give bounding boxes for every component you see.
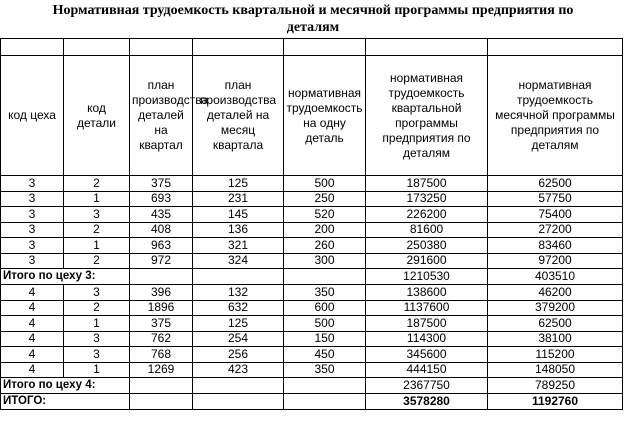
header-row xyxy=(1,56,623,176)
grand-total-row-month: 1192760 xyxy=(488,394,623,410)
table-cell: 3 xyxy=(1,222,64,238)
table-cell: 435 xyxy=(130,207,193,223)
header-month-plan: план производства деталей на месяц квартала xyxy=(193,56,284,176)
table-cell: 693 xyxy=(130,191,193,207)
table-row xyxy=(1,362,623,378)
table-cell: 57750 xyxy=(488,191,623,207)
table-cell: 231 xyxy=(193,191,284,207)
table-cell: 321 xyxy=(193,238,284,254)
header-unit-labor: нормативная трудоемкость на одну деталь xyxy=(284,56,366,176)
table-row xyxy=(1,316,623,332)
table-cell: 38100 xyxy=(488,331,623,347)
workshop-3-total-row xyxy=(1,269,623,285)
header-part-code: код детали xyxy=(64,56,130,176)
table-cell: 125 xyxy=(193,316,284,332)
table-cell: 408 xyxy=(130,222,193,238)
table-cell: 2 xyxy=(64,300,130,316)
table-cell: 3 xyxy=(1,253,64,269)
grand-total-row-label: ИТОГО: xyxy=(1,394,130,410)
table-cell: 150 xyxy=(284,331,366,347)
table-row xyxy=(1,285,623,301)
table-row xyxy=(1,300,623,316)
table-cell: 1269 xyxy=(130,362,193,378)
table-cell: 138600 xyxy=(366,285,488,301)
table-cell: 62500 xyxy=(488,316,623,332)
table-cell: 2 xyxy=(64,222,130,238)
table-cell: 3 xyxy=(64,331,130,347)
labor-intensity-table xyxy=(0,38,623,410)
table-cell: 136 xyxy=(193,222,284,238)
header-quarter-plan: план производства деталей на квартал xyxy=(130,56,193,176)
header-month-labor: нормативная трудоемкость месячной программы предприятия по деталям xyxy=(488,56,623,176)
table-cell: 4 xyxy=(1,285,64,301)
table-cell: 187500 xyxy=(366,316,488,332)
table-cell: 3 xyxy=(64,347,130,363)
table-cell: 3 xyxy=(1,238,64,254)
table-cell: 145 xyxy=(193,207,284,223)
table-cell: 62500 xyxy=(488,176,623,192)
table-cell: 379200 xyxy=(488,300,623,316)
table-cell: 3 xyxy=(1,207,64,223)
table-cell: 254 xyxy=(193,331,284,347)
table-cell: 396 xyxy=(130,285,193,301)
table-cell: 291600 xyxy=(366,253,488,269)
table-cell: 4 xyxy=(1,316,64,332)
table-cell: 125 xyxy=(193,176,284,192)
title-line-1: Нормативная трудоемкость квартальной и месячной программы предприятия по xyxy=(52,3,574,18)
table-cell: 260 xyxy=(284,238,366,254)
table-cell: 972 xyxy=(130,253,193,269)
title-line-2: деталям xyxy=(286,20,340,35)
table-cell: 97200 xyxy=(488,253,623,269)
grand-total-row xyxy=(1,394,623,410)
table-cell: 4 xyxy=(1,300,64,316)
table-row xyxy=(1,331,623,347)
table-cell: 3 xyxy=(1,191,64,207)
workshop-3-total-row-quarter: 1210530 xyxy=(366,269,488,285)
table-cell: 345600 xyxy=(366,347,488,363)
table-cell: 75400 xyxy=(488,207,623,223)
table-cell: 114300 xyxy=(366,331,488,347)
table-cell: 963 xyxy=(130,238,193,254)
table-cell: 3 xyxy=(64,207,130,223)
empty-row xyxy=(1,39,623,56)
table-cell: 2 xyxy=(64,253,130,269)
table-cell: 300 xyxy=(284,253,366,269)
table-cell: 27200 xyxy=(488,222,623,238)
table-cell: 632 xyxy=(193,300,284,316)
table-cell: 250380 xyxy=(366,238,488,254)
table-cell: 1137600 xyxy=(366,300,488,316)
table-cell: 600 xyxy=(284,300,366,316)
table-cell: 520 xyxy=(284,207,366,223)
table-cell: 324 xyxy=(193,253,284,269)
table-cell: 115200 xyxy=(488,347,623,363)
table-body xyxy=(1,39,623,410)
table-row xyxy=(1,207,623,223)
table-cell: 132 xyxy=(193,285,284,301)
table-cell: 3 xyxy=(1,176,64,192)
table-row xyxy=(1,222,623,238)
table-cell: 4 xyxy=(1,331,64,347)
header-workshop-code: код цеха xyxy=(1,56,64,176)
grand-total-row-quarter: 3578280 xyxy=(366,394,488,410)
table-row xyxy=(1,176,623,192)
table-cell: 500 xyxy=(284,176,366,192)
table-cell: 350 xyxy=(284,362,366,378)
table-cell: 1 xyxy=(64,191,130,207)
table-row xyxy=(1,347,623,363)
header-quarter-labor: нормативная трудоемкость квартальной программы предприятия по деталям xyxy=(366,56,488,176)
table-cell: 200 xyxy=(284,222,366,238)
table-cell: 1 xyxy=(64,316,130,332)
table-cell: 2 xyxy=(64,176,130,192)
table-cell: 148050 xyxy=(488,362,623,378)
table-cell: 4 xyxy=(1,347,64,363)
workshop-4-total-row xyxy=(1,378,623,394)
table-row xyxy=(1,253,623,269)
table-cell: 250 xyxy=(284,191,366,207)
table-cell: 423 xyxy=(193,362,284,378)
table-cell: 1 xyxy=(64,238,130,254)
table-cell: 350 xyxy=(284,285,366,301)
table-row xyxy=(1,191,623,207)
table-cell: 762 xyxy=(130,331,193,347)
table-cell: 450 xyxy=(284,347,366,363)
table-cell: 173250 xyxy=(366,191,488,207)
table-cell: 375 xyxy=(130,176,193,192)
workshop-4-total-row-label: Итого по цеху 4: xyxy=(1,378,130,394)
table-cell: 444150 xyxy=(366,362,488,378)
table-cell: 46200 xyxy=(488,285,623,301)
workshop-4-total-row-month: 789250 xyxy=(488,378,623,394)
table-cell: 256 xyxy=(193,347,284,363)
table-cell: 3 xyxy=(64,285,130,301)
workshop-3-total-row-month: 403510 xyxy=(488,269,623,285)
table-cell: 1 xyxy=(64,362,130,378)
workshop-3-total-row-label: Итого по цеху 3: xyxy=(1,269,130,285)
table-row xyxy=(1,238,623,254)
table-cell: 500 xyxy=(284,316,366,332)
workshop-4-total-row-quarter: 2367750 xyxy=(366,378,488,394)
table-cell: 226200 xyxy=(366,207,488,223)
page-title xyxy=(0,0,626,38)
table-cell: 4 xyxy=(1,362,64,378)
table-cell: 83460 xyxy=(488,238,623,254)
table-cell: 1896 xyxy=(130,300,193,316)
table-cell: 768 xyxy=(130,347,193,363)
table-cell: 187500 xyxy=(366,176,488,192)
table-cell: 81600 xyxy=(366,222,488,238)
table-cell: 375 xyxy=(130,316,193,332)
